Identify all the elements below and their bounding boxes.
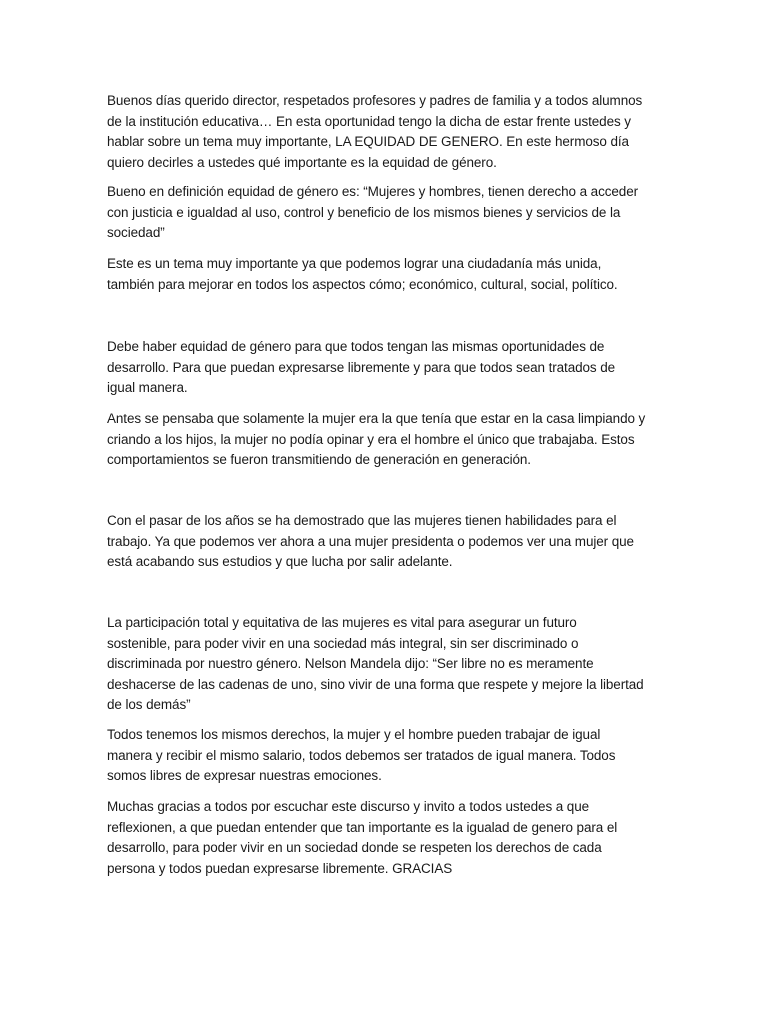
text-line: persona y todos puedan expresarse libremente. GRACIAS — [107, 860, 453, 876]
text-line: reflexionen, a que puedan entender que tan importante es la igualad de genero para el — [107, 819, 618, 835]
text-line: Todos tenemos los mismos derechos, la mujer y el hombre pueden trabajar de igual — [107, 727, 601, 742]
text-line: Muchas gracias a todos por escuchar este discurso y invito a todos ustedes a que — [107, 799, 590, 814]
paragraph-definition — [107, 182, 667, 244]
paragraph-participation — [107, 613, 667, 716]
paragraph-closing — [107, 797, 667, 879]
paragraph-progress — [107, 511, 667, 573]
text-line: manera y recibir el mismo salario, todos debemos ser tratados de igual manera. Todos — [107, 747, 616, 763]
text-line: Con el pasar de los años se ha demostrado que las mujeres tienen habilidades para el — [107, 513, 617, 528]
text-line: Bueno en definición equidad de género es: “Mujeres y hombres, tienen derecho a acceder — [107, 184, 638, 199]
text-line: de la institución educativa… En esta oportunidad tengo la dicha de estar frente ustedes y — [107, 113, 631, 129]
text-line: Este es un tema muy importante ya que podemos lograr una ciudadanía más unida, — [107, 256, 602, 271]
text-line: deshacerse de las cadenas de uno, sino vivir de una forma que respete y mejore la libertad — [107, 676, 644, 692]
text-line: quiero decirles a ustedes qué importante es la equidad de género. — [107, 154, 497, 170]
text-line: de los demás” — [107, 697, 191, 713]
text-line: sostenible, para poder vivir en una sociedad más integral, sin ser discriminado o — [107, 635, 579, 651]
paragraph-history — [107, 409, 667, 471]
text-line: sociedad” — [107, 225, 165, 241]
paragraph-opportunities — [107, 337, 667, 399]
paragraph-importance — [107, 254, 667, 295]
text-line: Antes se pensaba que solamente la mujer era la que tenía que estar en la casa limpiando y — [107, 411, 646, 426]
text-line: criando a los hijos, la mujer no podía opinar y era el hombre el único que trabajaba. Estos — [107, 431, 635, 447]
text-line: desarrollo, para poder vivir en un sociedad donde se respeten los derechos de cada — [107, 840, 602, 856]
text-line: desarrollo. Para que puedan expresarse libremente y para que todos sean tratados de — [107, 359, 616, 375]
text-line: comportamientos se fueron transmitiendo de generación en generación. — [107, 452, 531, 468]
paragraph-greeting — [107, 91, 667, 173]
text-line: somos libres de expresar nuestras emociones. — [107, 768, 382, 784]
paragraph-rights — [107, 725, 667, 787]
text-line: La participación total y equitativa de las mujeres es vital para asegurar un futuro — [107, 615, 577, 630]
text-line: Buenos días querido director, respetados profesores y padres de familia y a todos alumnos — [107, 93, 643, 108]
text-line: igual manera. — [107, 380, 188, 396]
text-line: está acabando sus estudios y que lucha por salir adelante. — [107, 554, 453, 570]
text-line: hablar sobre un tema muy importante, LA EQUIDAD DE GENERO. En este hermoso día — [107, 134, 629, 150]
text-line: discriminada por nuestro género. Nelson Mandela dijo: “Ser libre no es meramente — [107, 656, 594, 672]
text-line: con justicia e igualdad al uso, control y beneficio de los mismos bienes y servicios de la — [107, 204, 621, 220]
text-line: también para mejorar en todos los aspectos cómo; económico, cultural, social, político. — [107, 276, 618, 292]
text-line: Debe haber equidad de género para que todos tengan las mismas oportunidades de — [107, 339, 605, 354]
text-line: trabajo. Ya que podemos ver ahora a una mujer presidenta o podemos ver una mujer que — [107, 533, 634, 549]
